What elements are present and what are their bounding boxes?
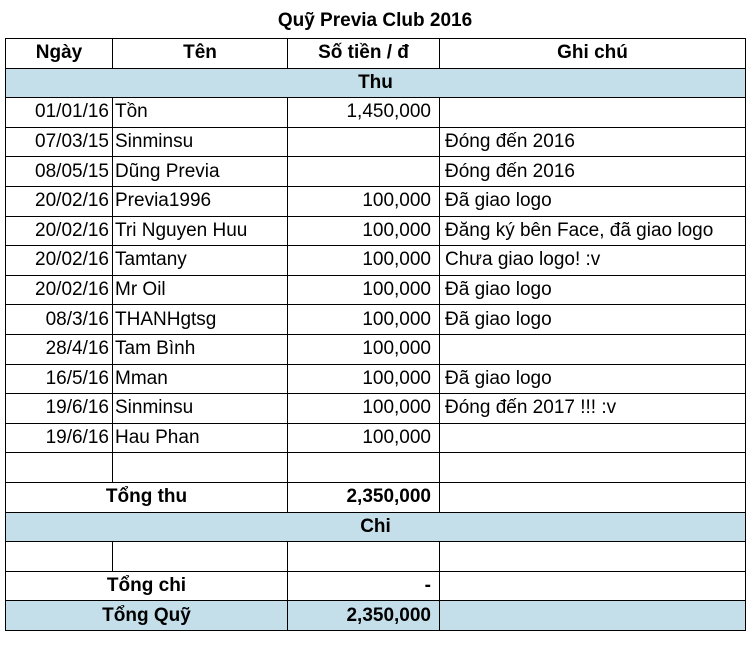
table-row [6, 423, 746, 453]
row-date: 16/5/16 [6, 364, 113, 394]
table-cell [288, 542, 440, 572]
row-amount: 100,000 [288, 186, 440, 216]
row-name: Mr Oil [113, 275, 288, 305]
row-date: 19/6/16 [6, 423, 113, 453]
row-note: Đóng đến 2016 [440, 127, 746, 157]
row-amount: 1,450,000 [288, 98, 440, 128]
row-date: 20/02/16 [6, 246, 113, 276]
row-note: Đã giao logo [440, 275, 746, 305]
table-row [6, 334, 746, 364]
row-note: Đã giao logo [440, 364, 746, 394]
fund-total-row [6, 601, 746, 631]
table-cell [113, 542, 288, 572]
row-name: Tồn [113, 98, 288, 128]
row-note [440, 98, 746, 128]
col-header-name: Tên [113, 39, 288, 69]
expense-total-row [6, 571, 746, 601]
table-cell [440, 542, 746, 572]
expense-section-label: Chi [6, 512, 746, 542]
fund-total-amount: 2,350,000 [288, 601, 440, 631]
row-name: THANHgtsg [113, 305, 288, 335]
row-name: Tam Bình [113, 334, 288, 364]
row-note [440, 423, 746, 453]
blank-row [6, 453, 746, 483]
row-name: Mman [113, 364, 288, 394]
row-amount: 100,000 [288, 334, 440, 364]
row-amount: 100,000 [288, 364, 440, 394]
row-amount [288, 127, 440, 157]
row-date: 19/6/16 [6, 394, 113, 424]
row-note [440, 334, 746, 364]
row-date: 08/05/15 [6, 157, 113, 187]
table-cell [440, 482, 746, 512]
table-cell [440, 571, 746, 601]
fund-table [5, 38, 746, 631]
expense-total-label: Tổng chi [6, 571, 288, 601]
table-cell [113, 453, 288, 483]
row-amount: 100,000 [288, 275, 440, 305]
row-note: Đã giao logo [440, 305, 746, 335]
row-note: Đóng đến 2017 !!! :v [440, 394, 746, 424]
row-date: 20/02/16 [6, 216, 113, 246]
row-amount: 100,000 [288, 216, 440, 246]
table-row [6, 127, 746, 157]
table-row [6, 364, 746, 394]
row-date: 01/01/16 [6, 98, 113, 128]
expense-total-amount: - [288, 571, 440, 601]
row-date: 20/02/16 [6, 186, 113, 216]
row-amount: 100,000 [288, 423, 440, 453]
col-header-note: Ghi chú [440, 39, 746, 69]
income-total-amount: 2,350,000 [288, 482, 440, 512]
row-note: Chưa giao logo! :v [440, 246, 746, 276]
table-row [6, 246, 746, 276]
row-name: Sinminsu [113, 394, 288, 424]
table-row [6, 305, 746, 335]
expense-section-row [6, 512, 746, 542]
table-cell [288, 453, 440, 483]
row-date: 07/03/15 [6, 127, 113, 157]
table-row [6, 186, 746, 216]
row-note: Đăng ký bên Face, đã giao logo [440, 216, 746, 246]
income-total-row [6, 482, 746, 512]
row-name: Tri Nguyen Huu [113, 216, 288, 246]
table-row [6, 394, 746, 424]
table-cell [6, 542, 113, 572]
table-row [6, 157, 746, 187]
row-name: Sinminsu [113, 127, 288, 157]
row-name: Previa1996 [113, 186, 288, 216]
row-date: 20/02/16 [6, 275, 113, 305]
table-cell [440, 601, 746, 631]
row-note: Đã giao logo [440, 186, 746, 216]
row-amount: 100,000 [288, 246, 440, 276]
table-cell [6, 453, 113, 483]
table-cell [440, 453, 746, 483]
income-section-row [6, 68, 746, 98]
row-name: Tamtany [113, 246, 288, 276]
row-amount: 100,000 [288, 394, 440, 424]
header-row [6, 39, 746, 69]
income-total-label: Tổng thu [6, 482, 288, 512]
fund-total-label: Tổng Quỹ [6, 601, 288, 631]
row-note: Đóng đến 2016 [440, 157, 746, 187]
table-row [6, 275, 746, 305]
row-name: Dũng Previa [113, 157, 288, 187]
row-amount: 100,000 [288, 305, 440, 335]
table-row [6, 98, 746, 128]
row-date: 28/4/16 [6, 334, 113, 364]
sheet-title: Quỹ Previa Club 2016 [277, 10, 473, 31]
row-date: 08/3/16 [6, 305, 113, 335]
blank-row [6, 542, 746, 572]
row-amount [288, 157, 440, 187]
row-name: Hau Phan [113, 423, 288, 453]
col-header-amount: Số tiền / đ [288, 39, 440, 69]
col-header-date: Ngày [6, 39, 113, 69]
table-row [6, 216, 746, 246]
income-section-label: Thu [6, 68, 746, 98]
